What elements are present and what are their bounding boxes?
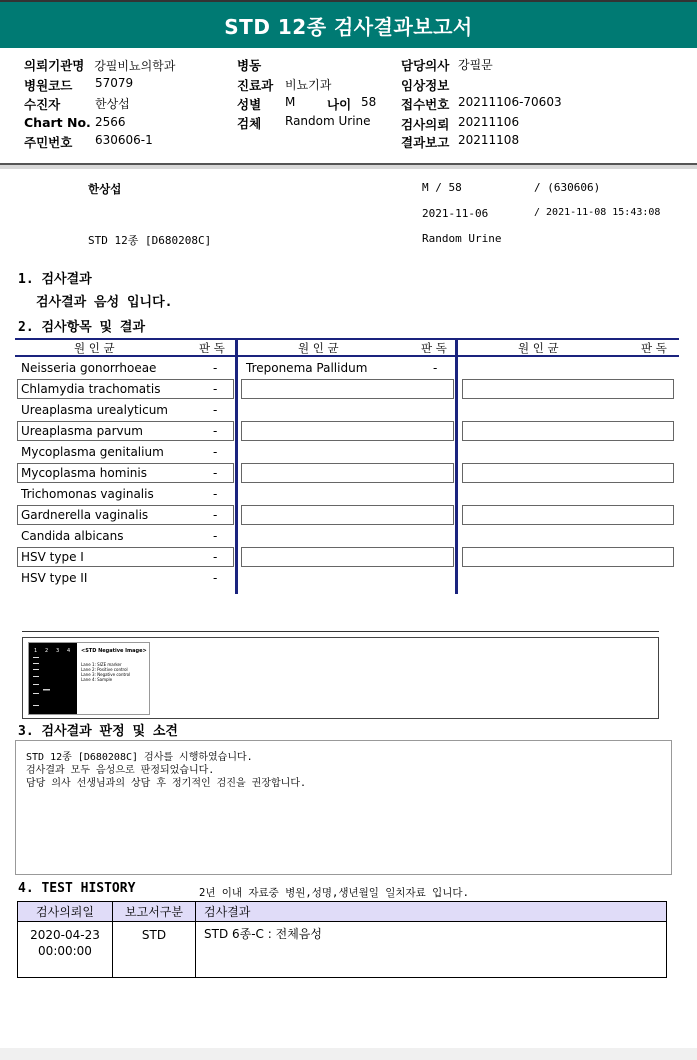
section4-title: 4. TEST HISTORY <box>18 881 136 896</box>
gel-legend-line: Lane 3: Negative control <box>81 672 131 677</box>
report-date-value: 20211108 <box>458 133 520 147</box>
lane-label: 3 <box>56 648 60 654</box>
lane-label: 2 <box>45 648 49 654</box>
col2-row-box <box>241 421 454 441</box>
col3-row-box <box>462 547 674 567</box>
organism-name: Chlamydia trachomatis <box>21 382 161 396</box>
results-grid-divider-1 <box>235 338 238 594</box>
organism-name: Treponema Pallidum <box>246 361 368 375</box>
section1-summary: 검사결과 음성 입니다. <box>36 295 173 310</box>
table-row <box>18 922 667 978</box>
gel-legend-line: Lane 2: Positive control <box>81 667 128 672</box>
organism-result: - <box>213 550 218 564</box>
patient-name: 한상섭 <box>88 182 122 196</box>
col3-row-box <box>462 421 674 441</box>
sex-value: M <box>285 95 296 109</box>
opinion-line: 검사결과 모두 음성으로 판정되었습니다. <box>26 765 215 776</box>
sex-age-row <box>237 95 377 113</box>
age-value: 58 <box>361 95 377 109</box>
organism-result: - <box>213 529 218 543</box>
examinee-label: 수진자 <box>24 97 61 112</box>
section1-title: 1. 검사결과 <box>18 272 92 287</box>
age-label: 나이 <box>327 97 352 112</box>
gel-legend-line: Lane 4: Sample <box>81 677 113 682</box>
col3-organism-header: 원 인 균 <box>518 341 559 355</box>
institution-row <box>24 56 175 74</box>
sex-label: 성별 <box>237 97 262 112</box>
report-date-row <box>401 133 520 151</box>
report-date-label: 결과보고 <box>401 135 450 150</box>
report-title-bar <box>0 0 697 48</box>
history-type: STD <box>113 922 196 978</box>
dept-row <box>237 76 332 94</box>
specimen-label: 검체 <box>237 116 262 131</box>
ward-row <box>237 56 267 74</box>
col2-row-box <box>241 547 454 567</box>
lane-label: 1 <box>34 648 38 654</box>
lane-label: 4 <box>67 648 71 654</box>
col3-row-box <box>462 463 674 483</box>
examinee-value: 한상섭 <box>95 97 130 111</box>
organism-name: Ureaplasma urealyticum <box>21 403 168 417</box>
col1-result-header: 판 독 <box>199 341 225 355</box>
history-header-type: 보고서구분 <box>113 902 196 922</box>
organism-name: Candida albicans <box>21 529 124 543</box>
patient-sex-age: M / 58 <box>422 181 462 194</box>
rrn-row <box>24 133 153 151</box>
history-header-date: 검사의뢰일 <box>18 902 113 922</box>
gel-image <box>28 642 150 715</box>
col3-row-box <box>462 505 674 525</box>
organism-result: - <box>433 361 438 375</box>
col2-result-header: 판 독 <box>421 341 447 355</box>
hospital-code-value: 57079 <box>95 76 134 90</box>
organism-result: - <box>213 487 218 501</box>
section3-title: 3. 검사결과 판정 및 소견 <box>18 724 178 739</box>
institution-label: 의뢰기관명 <box>24 58 85 73</box>
doctor-value: 강필문 <box>458 58 493 72</box>
clinical-row <box>401 76 449 94</box>
report-title: STD 12종 검사결과보고서 <box>224 14 473 39</box>
organism-name: Trichomonas vaginalis <box>21 487 154 501</box>
request-label: 검사의뢰 <box>401 117 450 132</box>
gel-legend-line: Lane 1: SIZE marker <box>81 662 122 667</box>
gel-title: <STD Negative Image> <box>81 648 147 654</box>
opinion-line: 담당 의사 선생님과의 상담 후 정기적인 검진을 권장합니다. <box>26 778 307 789</box>
results-grid-divider-2 <box>455 338 458 594</box>
col2-row-box <box>241 379 454 399</box>
organism-result: - <box>213 361 218 375</box>
doctor-label: 담당의사 <box>401 58 450 73</box>
receipt-value: 20211106-70603 <box>458 95 562 109</box>
chart-row <box>24 115 126 130</box>
doctor-row <box>401 56 493 74</box>
col1-organism-header: 원 인 균 <box>74 341 115 355</box>
organism-result: - <box>213 508 218 522</box>
col2-organism-header: 원 인 균 <box>298 341 339 355</box>
history-result: STD 6종-C : 전체음성 <box>196 922 667 978</box>
organism-name: HSV type I <box>21 550 84 564</box>
chart-label: Chart No. <box>24 115 91 130</box>
patient-date: 2021-11-06 <box>422 207 489 220</box>
gel-bands <box>29 643 77 714</box>
section2-title: 2. 검사항목 및 결과 <box>18 320 146 335</box>
col2-row-box <box>241 505 454 525</box>
opinion-box <box>15 740 672 875</box>
gel-frame-top-line <box>22 631 659 632</box>
page-bottom-strip <box>0 1048 697 1060</box>
organism-result: - <box>213 466 218 480</box>
chart-value: 2566 <box>95 115 126 129</box>
hospital-code-label: 병원코드 <box>24 78 73 93</box>
col3-result-header: 판 독 <box>641 341 667 355</box>
specimen-value: Random Urine <box>285 114 371 128</box>
history-date-cell <box>18 922 113 978</box>
history-date: 2020-04-23 <box>30 928 100 942</box>
hospital-code-row <box>24 76 134 94</box>
request-value: 20211106 <box>458 115 520 129</box>
history-time: 00:00:00 <box>38 944 92 958</box>
receipt-row <box>401 95 562 113</box>
organism-result: - <box>213 445 218 459</box>
receipt-label: 접수번호 <box>401 97 450 112</box>
organism-name: Mycoplasma hominis <box>21 466 147 480</box>
col2-row-box <box>241 463 454 483</box>
dept-label: 진료과 <box>237 78 274 93</box>
ward-label: 병동 <box>237 58 262 73</box>
examinee-row <box>24 95 130 113</box>
gel-electrophoresis-image <box>29 643 77 714</box>
dept-value: 비뇨기과 <box>285 78 332 92</box>
patient-specimen: Random Urine <box>422 232 502 245</box>
rrn-value: 630606-1 <box>95 133 153 147</box>
request-row <box>401 115 520 133</box>
organism-name: Neisseria gonorrhoeae <box>21 361 157 375</box>
organism-result: - <box>213 403 218 417</box>
organism-result: - <box>213 424 218 438</box>
organism-name: Mycoplasma genitalium <box>21 445 164 459</box>
institution-value: 강필비뇨의학과 <box>94 59 176 73</box>
organism-name: HSV type II <box>21 571 88 585</box>
patient-report-datetime: / 2021-11-08 15:43:08 <box>534 207 661 218</box>
organism-name: Gardnerella vaginalis <box>21 508 149 522</box>
history-table <box>17 901 667 978</box>
organism-result: - <box>213 382 218 396</box>
clinical-label: 임상정보 <box>401 78 450 93</box>
opinion-line: STD 12종 [D680208C] 검사를 시행하였습니다. <box>26 752 253 763</box>
header-shadow <box>0 165 697 169</box>
section4-note: 2년 이내 자료중 병원,성명,생년월일 일치자료 입니다. <box>199 887 469 899</box>
col3-row-box <box>462 379 674 399</box>
rrn-label: 주민번호 <box>24 135 73 150</box>
organism-name: Ureaplasma parvum <box>21 424 143 438</box>
organism-result: - <box>213 571 218 585</box>
history-header-result: 검사결과 <box>196 902 667 922</box>
specimen-row <box>237 114 371 132</box>
patient-id: / (630606) <box>534 181 601 194</box>
patient-test: STD 12종 [D680208C] <box>88 234 212 247</box>
